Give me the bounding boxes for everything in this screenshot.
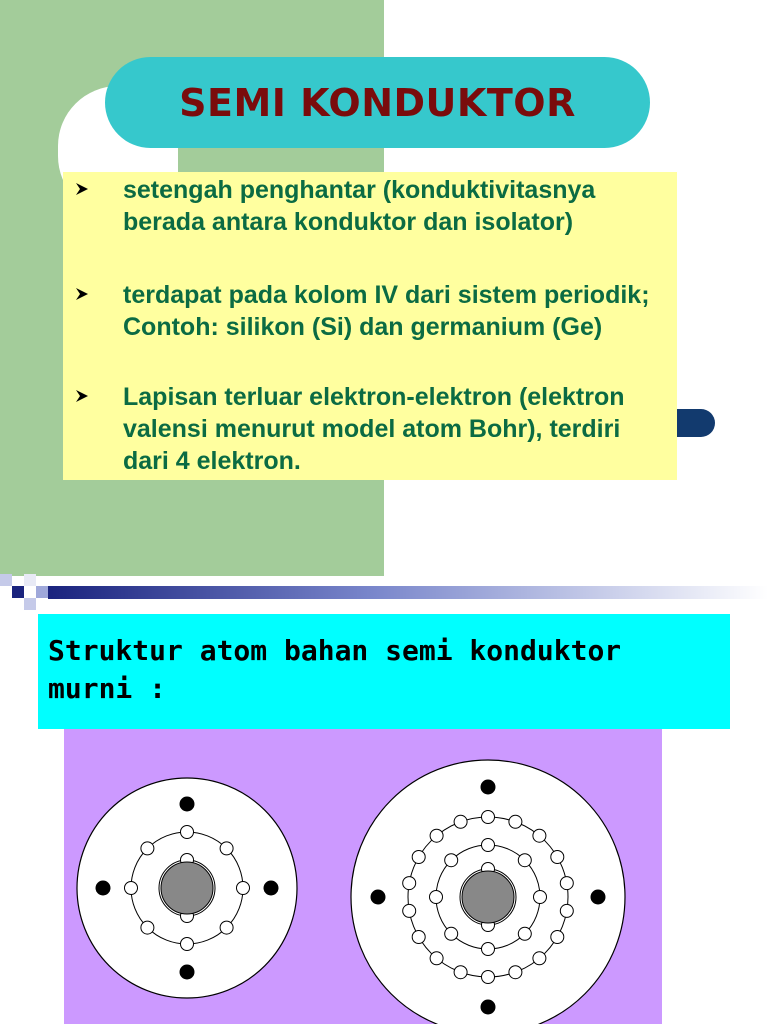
electron (560, 877, 573, 890)
electron (220, 842, 233, 855)
bullet-text: terdapat pada kolom IV dari sistem periodik; Contoh: silikon (Si) dan germanium (Ge) (123, 281, 650, 341)
valence-electron (481, 780, 495, 794)
electron (454, 815, 467, 828)
valence-electron (591, 890, 605, 904)
electron (430, 829, 443, 842)
electron (534, 891, 547, 904)
electron (445, 927, 458, 940)
bullet-text: Lapisan terluar elektron-elektron (elektron valensi menurut model atom Bohr), terdiri dari 4 elektron. (123, 383, 625, 475)
caption-box (38, 614, 730, 729)
atom-ge (351, 760, 625, 1024)
decorative-stripe (0, 574, 768, 612)
electron (518, 927, 531, 940)
bullet-text: setengah penghantar (konduktivitasnya berada antara konduktor dan isolator) (123, 176, 596, 236)
electron (181, 826, 194, 839)
electron (533, 829, 546, 842)
arrow-bullet-icon (75, 389, 89, 403)
bullet-list (63, 172, 677, 480)
electron (551, 931, 564, 944)
slide-title: SEMI KONDUKTOR (179, 80, 576, 125)
electron (509, 815, 522, 828)
electron (403, 877, 416, 890)
electron (412, 851, 425, 864)
valence-electron (481, 1000, 495, 1014)
electron (403, 904, 416, 917)
electron (482, 839, 495, 852)
electron (509, 966, 522, 979)
electron (454, 966, 467, 979)
valence-electron (371, 890, 385, 904)
arrow-bullet-icon (75, 182, 89, 196)
nucleus (161, 862, 213, 914)
electron (518, 854, 531, 867)
electron (445, 854, 458, 867)
electron (560, 904, 573, 917)
electron (181, 938, 194, 951)
atom-structure-diagram (0, 729, 768, 1024)
valence-electron (96, 881, 110, 895)
valence-electron (264, 881, 278, 895)
arrow-bullet-icon (75, 287, 89, 301)
nucleus (462, 871, 514, 923)
electron (482, 943, 495, 956)
atom-si (77, 778, 297, 998)
electron (551, 851, 564, 864)
electron (430, 952, 443, 965)
diagram-caption: Struktur atom bahan semi konduktor murni : (48, 634, 622, 705)
electron (141, 842, 154, 855)
electron (220, 921, 233, 934)
electron (430, 891, 443, 904)
valence-electron (180, 965, 194, 979)
electron (141, 921, 154, 934)
electron (412, 931, 425, 944)
electron (482, 811, 495, 824)
electron (482, 971, 495, 984)
valence-electron (180, 797, 194, 811)
title-banner (105, 57, 650, 148)
electron (125, 882, 138, 895)
electron (237, 882, 250, 895)
electron (533, 952, 546, 965)
